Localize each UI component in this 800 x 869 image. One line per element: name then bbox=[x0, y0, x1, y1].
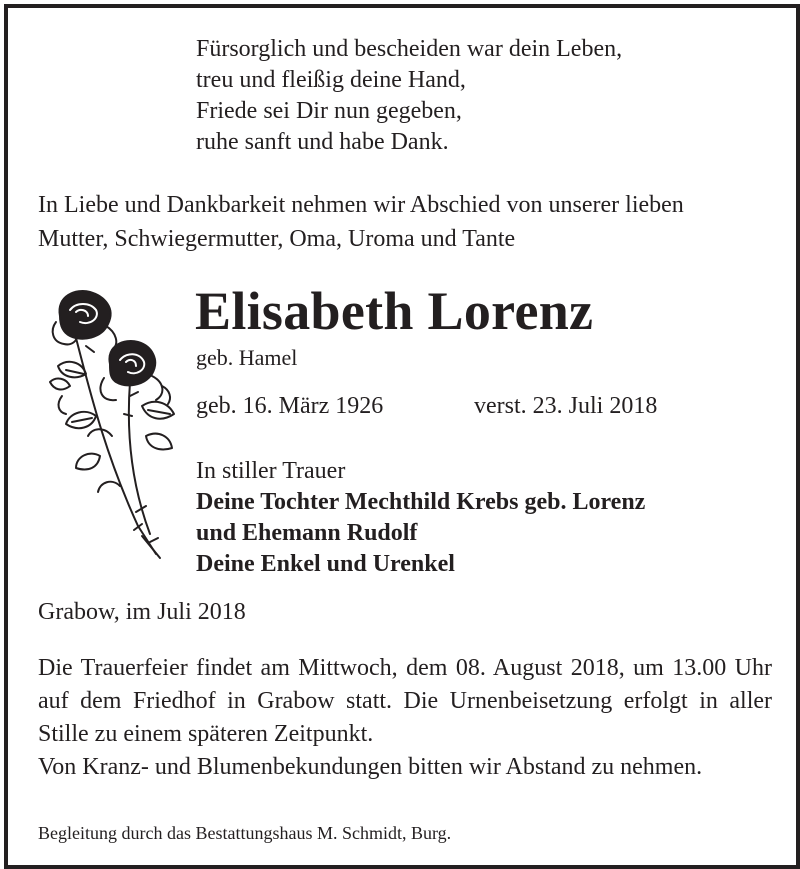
notice-paragraph: Die Trauerfeier findet am Mittwoch, dem 08. August 2018, um 13.00 Uhr auf dem Friedhof in Grabow statt. Die Urnenbeisetzung erfolgt in aller Stille zu einem späteren Zeitpunkt. bbox=[38, 655, 772, 747]
mourners-heading: In stiller Trauer bbox=[196, 458, 346, 484]
intro-line: In Liebe und Dankbarkeit nehmen wir Abschied von unserer lieben bbox=[38, 192, 684, 218]
birth-date: geb. 16. März 1926 bbox=[196, 393, 384, 419]
death-date: verst. 23. Juli 2018 bbox=[474, 393, 658, 419]
mourner-line: und Ehemann Rudolf bbox=[196, 520, 418, 546]
poem-line: Friede sei Dir nun gegeben, bbox=[196, 98, 462, 124]
funeral-notice bbox=[38, 652, 772, 784]
life-dates bbox=[196, 390, 658, 422]
roses-icon bbox=[46, 286, 178, 566]
deceased-name: Elisabeth Lorenz bbox=[195, 281, 594, 341]
poem-line: treu und fleißig deine Hand, bbox=[196, 67, 466, 93]
place-date: Grabow, im Juli 2018 bbox=[38, 599, 246, 625]
notice-paragraph: Von Kranz- und Blumenbekundungen bitten wir Abstand zu nehmen. bbox=[38, 754, 703, 780]
intro-line: Mutter, Schwiegermutter, Oma, Uroma und Tante bbox=[38, 226, 516, 252]
mourners-block bbox=[196, 456, 645, 580]
maiden-name: geb. Hamel bbox=[196, 345, 298, 370]
obituary-frame bbox=[4, 4, 800, 869]
mourner-line: Deine Enkel und Urenkel bbox=[196, 551, 455, 577]
undertaker-credit: Begleitung durch das Bestattungshaus M. Schmidt, Burg. bbox=[38, 823, 452, 843]
intro-text bbox=[38, 188, 684, 256]
poem-line: Fürsorglich und bescheiden war dein Leben, bbox=[196, 36, 623, 62]
poem-line: ruhe sanft und habe Dank. bbox=[196, 129, 449, 155]
poem bbox=[196, 34, 622, 158]
mourner-line: Deine Tochter Mechthild Krebs geb. Lorenz bbox=[196, 489, 646, 515]
